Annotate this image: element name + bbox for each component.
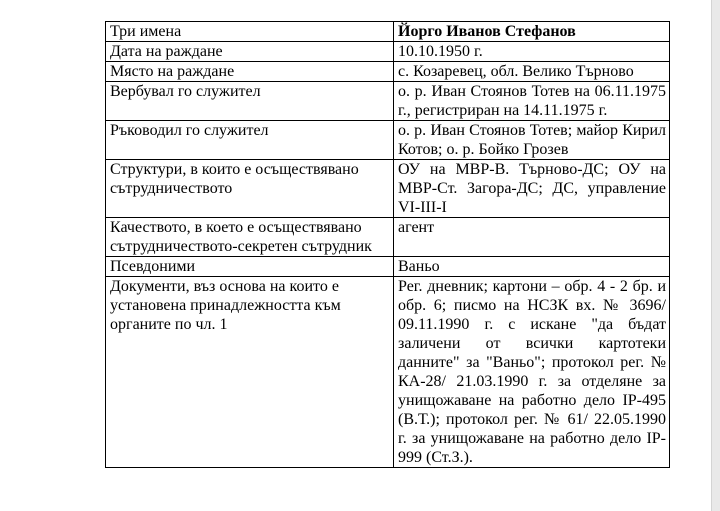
table-row: [106, 42, 670, 62]
window-right-edge: [711, 0, 720, 511]
row-label-handling-officer: Ръководил го служител: [106, 121, 394, 160]
table-row: [106, 62, 670, 82]
row-label-structures: Структури, в които е осъществявано сътрудничеството: [106, 160, 394, 218]
table-row: [106, 121, 670, 160]
row-label-birth-date: Дата на раждане: [106, 42, 394, 62]
row-value-pseudonyms: Ваньо: [394, 257, 670, 277]
table-row: [106, 160, 670, 218]
row-value-capacity: агент: [394, 218, 670, 257]
row-value-recruiting-officer: о. р. Иван Стоянов Тотев на 06.11.1975 г., регистриран на 14.11.1975 г.: [394, 82, 670, 121]
row-value-documents: Рег. дневник; картони – обр. 4 - 2 бр. и обр. 6; писмо на НСЗК вх. № 3696/ 09.11.1990 г. с искане "да бъдат заличени от всички картотеки данните" за "Ваньо"; протокол рег. № КА-28/ 21.03.1990 г. за отделяне за унищожаване на работно дело IP-495 (В.Т.); протокол рег. № 61/ 22.05.1990 г. за унищожаване на работно дело IP-999 (Ст.З.).: [394, 277, 670, 468]
row-label-full-name: Три имена: [106, 22, 394, 42]
personal-record-table: [105, 21, 670, 468]
row-value-structures: ОУ на МВР-В. Търново-ДС; ОУ на МВР-Ст. Загора-ДС; ДС, управление VI-III-I: [394, 160, 670, 218]
row-value-birth-date: 10.10.1950 г.: [394, 42, 670, 62]
row-label-recruiting-officer: Вербувал го служител: [106, 82, 394, 121]
row-value-birth-place: с. Козаревец, обл. Велико Търново: [394, 62, 670, 82]
row-label-capacity: Качеството, в което е осъществявано сътрудничеството-секретен сътрудник: [106, 218, 394, 257]
table-row: [106, 82, 670, 121]
table-row: [106, 22, 670, 42]
table-row: [106, 257, 670, 277]
row-label-documents: Документи, въз основа на които е установена принадлежността към органите по чл. 1: [106, 277, 394, 468]
row-label-pseudonyms: Псевдоними: [106, 257, 394, 277]
row-value-handling-officer: о. р. Иван Стоянов Тотев; майор Кирил Котов; о. р. Бойко Грозев: [394, 121, 670, 160]
row-value-full-name: Йорго Иванов Стефанов: [394, 22, 670, 42]
table-row: [106, 218, 670, 257]
table-row: [106, 277, 670, 468]
row-label-birth-place: Място на раждане: [106, 62, 394, 82]
